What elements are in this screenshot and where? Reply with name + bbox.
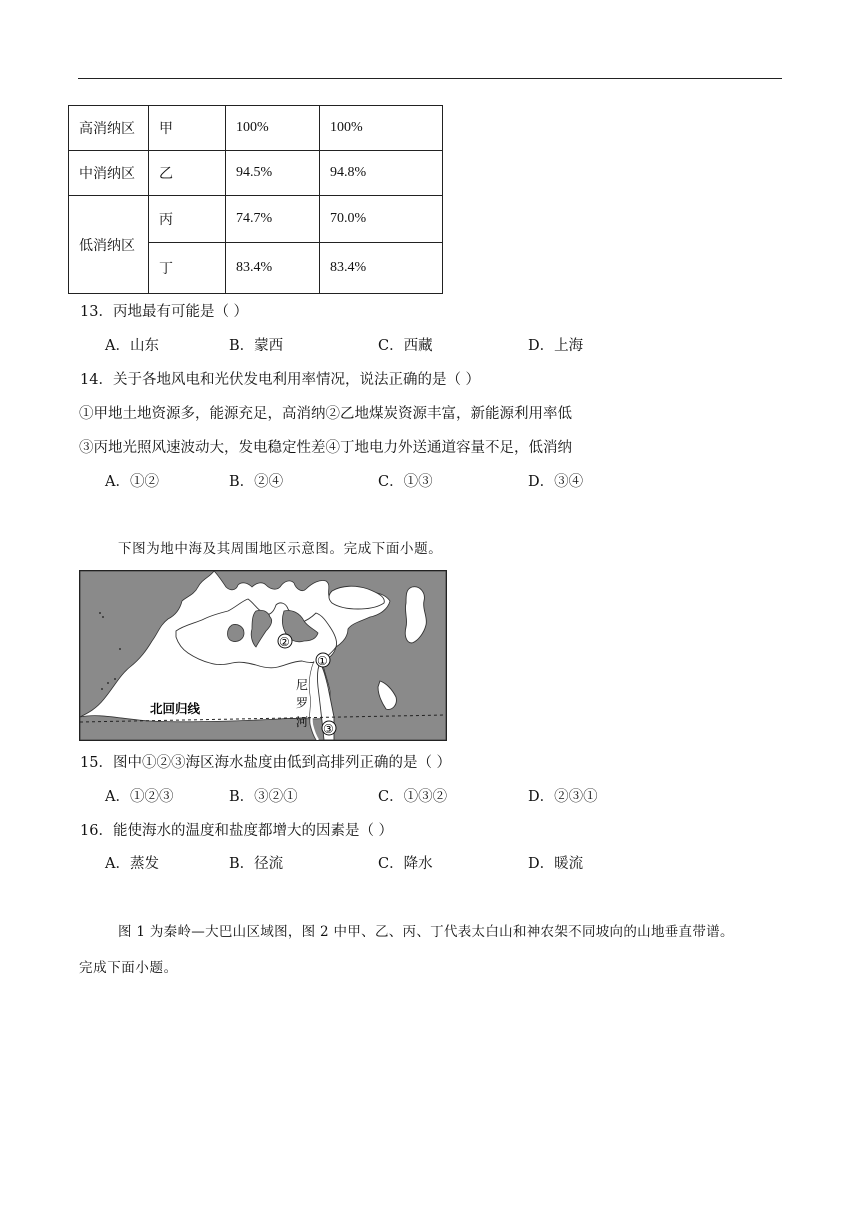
zone-cell: 中消纳区	[69, 151, 149, 196]
land-area	[228, 624, 245, 641]
q13-option-a: A．山东	[105, 338, 159, 354]
river-label-3: 河	[296, 715, 309, 729]
place-cell: 甲	[149, 106, 226, 151]
place-cell: 乙	[149, 151, 226, 196]
header-rule	[78, 78, 782, 79]
river-label-1: 尼	[296, 678, 309, 692]
q16-option-c: C．降水	[378, 856, 433, 872]
table-row	[69, 151, 443, 196]
zone-cell: 低消纳区	[69, 196, 149, 294]
wind-rate-cell: 83.4%	[226, 243, 320, 294]
wind-rate-cell: 94.5%	[226, 151, 320, 196]
table-row	[69, 106, 443, 151]
marker-1: ①	[317, 654, 328, 668]
q15-option-c: C．①③②	[378, 789, 448, 805]
zone-cell: 高消纳区	[69, 106, 149, 151]
table-row	[69, 196, 443, 243]
mediterranean-map	[79, 570, 447, 741]
solar-rate-cell: 83.4%	[320, 243, 443, 294]
q15-option-a: A．①②③	[105, 789, 174, 805]
map-intro: 下图为地中海及其周围地区示意图。完成下面小题。	[118, 541, 443, 557]
utilization-table	[68, 105, 443, 294]
next-section-intro-cont: 完成下面小题。	[79, 960, 178, 976]
q16-option-b: B．径流	[229, 856, 284, 872]
q14-statement-2: ③丙地光照风速波动大，发电稳定性差④丁地电力外送通道容量不足，低消纳	[79, 440, 572, 456]
q14-statement-1: ①甲地土地资源多，能源充足，高消纳②乙地煤炭资源丰富，新能源利用率低	[79, 406, 572, 422]
q13-option-b: B．蒙西	[229, 338, 284, 354]
question-16-stem: 16．能使海水的温度和盐度都增大的因素是（ ）	[80, 823, 394, 839]
q14-option-c: C．①③	[378, 474, 433, 490]
tropic-label: 北回归线	[150, 701, 201, 716]
next-section-intro: 图 1 为秦岭—大巴山区域图，图 2 中甲、乙、丙、丁代表太白山和神农架不同坡向的山地垂直带谱。	[118, 924, 734, 940]
q14-option-b: B．②④	[229, 474, 284, 490]
question-14-stem: 14．关于各地风电和光伏发电利用率情况，说法正确的是（ ）	[80, 372, 481, 388]
q15-option-b: B．③②①	[229, 789, 298, 805]
river-label-2: 罗	[296, 696, 309, 710]
wind-rate-cell: 74.7%	[226, 196, 320, 243]
solar-rate-cell: 100%	[320, 106, 443, 151]
solar-rate-cell: 70.0%	[320, 196, 443, 243]
q13-option-d: D．上海	[528, 338, 584, 354]
question-13-stem: 13．丙地最有可能是（ ）	[80, 304, 249, 320]
q15-option-d: D．②③①	[528, 789, 598, 805]
question-15-stem: 15．图中①②③海区海水盐度由低到高排列正确的是（ ）	[80, 755, 452, 771]
q13-option-c: C．西藏	[378, 338, 433, 354]
solar-rate-cell: 94.8%	[320, 151, 443, 196]
q16-option-d: D．暖流	[528, 856, 584, 872]
wind-rate-cell: 100%	[226, 106, 320, 151]
q14-option-d: D．③④	[528, 474, 584, 490]
marker-3: ③	[323, 722, 334, 736]
q14-option-a: A．①②	[105, 474, 159, 490]
place-cell: 丁	[149, 243, 226, 294]
q16-option-a: A．蒸发	[105, 856, 159, 872]
marker-2: ②	[279, 635, 290, 649]
place-cell: 丙	[149, 196, 226, 243]
